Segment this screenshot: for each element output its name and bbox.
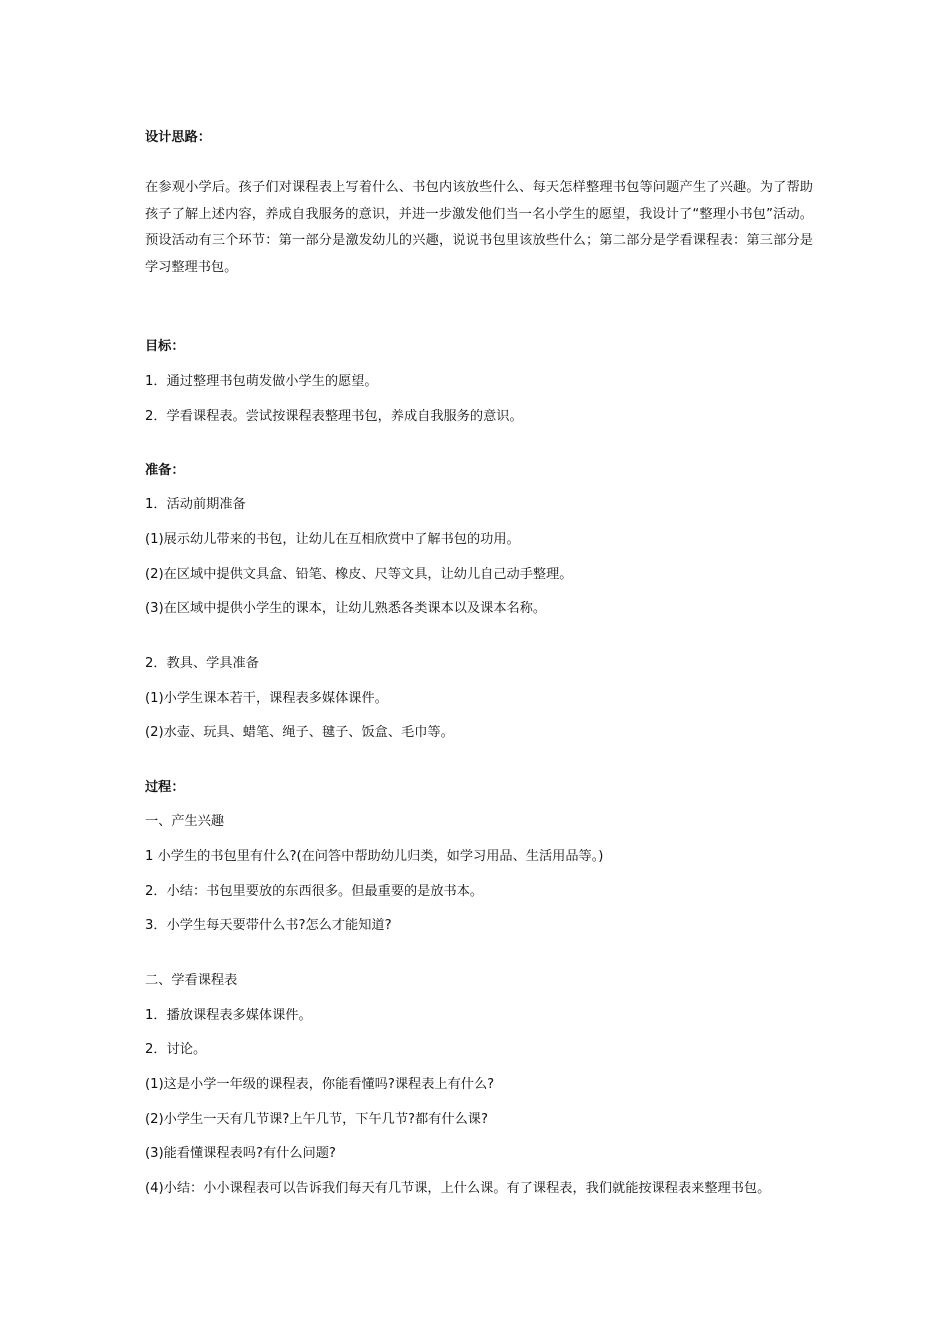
goal-item: 2．学看课程表。尝试按课程表整理书包，养成自我服务的意识。 xyxy=(145,409,523,424)
process-part-title: 二、学看课程表 xyxy=(145,973,238,988)
process-item: (4)小结：小小课程表可以告诉我们每天有几节课，上什么课。有了课程表，我们就能按课程表来整理书包。 xyxy=(145,1181,771,1196)
prep-item: (2)在区域中提供文具盒、铅笔、橡皮、尺等文具，让幼儿自己动手整理。 xyxy=(145,567,573,582)
process-item: (1)这是小学一年级的课程表，你能看懂吗?课程表上有什么? xyxy=(145,1077,495,1092)
process-item: (3)能看懂课程表吗?有什么问题? xyxy=(145,1146,336,1161)
design-heading: 设计思路： xyxy=(145,130,211,145)
process-item: 1．播放课程表多媒体课件。 xyxy=(145,1008,312,1023)
prep-item: (1)展示幼儿带来的书包，让幼儿在互相欣赏中了解书包的功用。 xyxy=(145,532,520,547)
goal-item: 1．通过整理书包萌发做小学生的愿望。 xyxy=(145,374,378,389)
process-part-title: 一、产生兴趣 xyxy=(145,814,225,829)
process-item: 2．讨论。 xyxy=(145,1042,207,1057)
prep-item: (3)在区域中提供小学生的课本，让幼儿熟悉各类课本以及课本名称。 xyxy=(145,601,547,616)
prep-group-title: 1．活动前期准备 xyxy=(145,497,246,512)
process-item: 1 小学生的书包里有什么?(在问答中帮助幼儿归类，如学习用品、生活用品等。) xyxy=(145,849,604,864)
process-heading: 过程： xyxy=(145,780,185,795)
prep-item: (1)小学生课本若干，课程表多媒体课件。 xyxy=(145,691,388,706)
design-paragraph: 在参观小学后。孩子们对课程表上写着什么、书包内该放些什么、每天怎样整理书包等问题产生了兴趣。为了帮助孩子了解上述内容，养成自我服务的意识，并进一步激发他们当一名小学生的愿望，我设计了“整理小书包”活动。预设活动有三个环节：第一部分是激发幼儿的兴趣，说说书包里该放些什么；第二部分是学看课程表：第三部分是学习整理书包。 xyxy=(145,180,813,275)
prep-item: (2)水壶、玩具、蜡笔、绳子、毽子、饭盒、毛巾等。 xyxy=(145,725,454,740)
process-item: 3．小学生每天要带什么书?怎么才能知道? xyxy=(145,918,392,933)
process-item: (2)小学生一天有几节课?上午几节，下午几节?都有什么课? xyxy=(145,1112,488,1127)
process-item: 2．小结：书包里要放的东西很多。但最重要的是放书本。 xyxy=(145,884,484,899)
prep-heading: 准备： xyxy=(145,463,185,478)
prep-group-title: 2．教具、学具准备 xyxy=(145,656,259,671)
goals-heading: 目标： xyxy=(145,339,185,354)
